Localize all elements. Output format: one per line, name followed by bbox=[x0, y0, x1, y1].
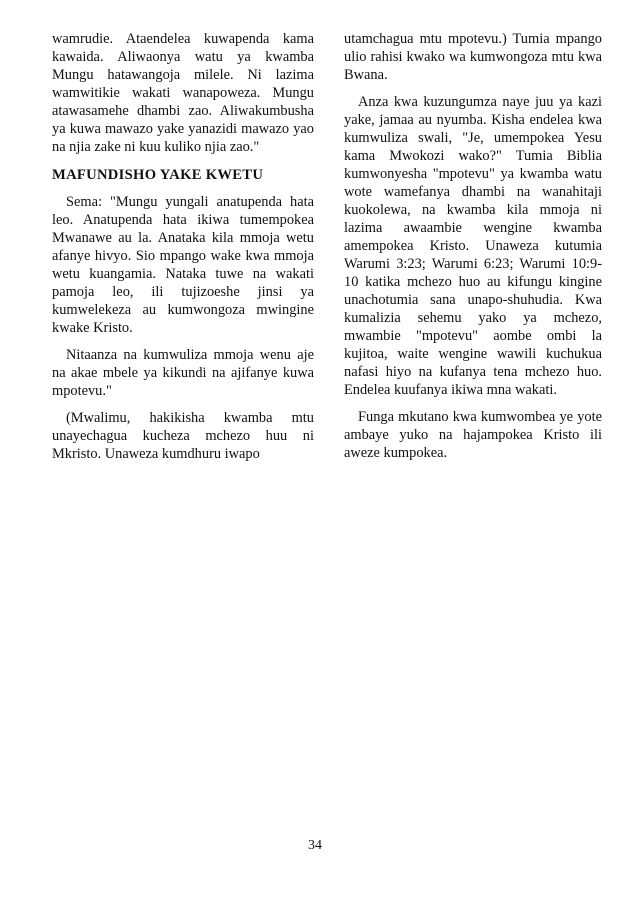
section-heading: MAFUNDISHO YAKE KWETU bbox=[52, 167, 264, 183]
right-paragraph-1: utamchagua mtu mpotevu.) Tumia mpango ulio rahisi kwako wa kumwongoza mtu kwa Bwana. bbox=[344, 31, 602, 83]
left-paragraph-1: wamrudie. Ataendelea kuwapenda kama kawaida. Aliwaonya watu ya kwamba Mungu hatawangoja milele. Ni lazima wamwitikie wakati wanapoweza. Mungu atawasamehe dhambi zao. Aliwakumbusha ya kuwa mawazo yake yanazidi mawazo yao na njia zake ni kuu kuliko njia zao." bbox=[52, 31, 314, 155]
left-column bbox=[52, 30, 314, 472]
right-paragraph-3: Funga mkutano kwa kumwombea ye yote ambaye yuko na hajampokea Kristo ili aweze kumpokea. bbox=[344, 409, 602, 461]
left-paragraph-3: Nitaanza na kumwuliza mmoja wenu aje na akae mbele ya kikundi na ajifanye kuwa mpotevu." bbox=[52, 347, 314, 399]
left-paragraph-4: (Mwalimu, hakikisha kwamba mtu unayechagua kucheza mchezo huu ni Mkristo. Unaweza kumdhuru iwapo bbox=[52, 410, 314, 462]
right-column bbox=[344, 30, 602, 471]
page-number: 34 bbox=[308, 838, 322, 853]
left-paragraph-2: Sema: "Mungu yungali anatupenda hata leo. Anatupenda hata ikiwa tumempokea Mwanawe au la. Anataka kila mmoja wetu afanye hivyo. Sio mpango wake kwa mmoja wetu kuangamia. Nataka tuwe na wakati pamoja leo, ili tujizoeshe jinsi ya kumwelekeza au kumwongoza mwingine kwake Kristo. bbox=[52, 194, 314, 336]
right-paragraph-2: Anza kwa kuzungumza naye juu ya kazi yake, jamaa au nyumba. Kisha endelea kwa kumwuliza swali, "Je, umempokea Yesu kama Mwokozi wako?" Tumia Biblia kumwonyesha "mpotevu" ya kwamba watu wote wamefanya dhambi na wanahitaji kuokolewa, na kwamba kila mmoja ni lazima awaambie wengine kwamba amempokea Kristo. Unaweza kutumia Warumi 3:23; Warumi 6:23; Warumi 10:9-10 katika mchezo huo au kifungu kingine unachotumia sana unapo-shuhudia. Kwa kumalizia sehemu yako ya mchezo, mwambie "mpotevu" aombe ombi la kujitoa, waite wengine wawili kuchukua nafasi hiyo na kufanya tena mchezo huo. Endelea kuufanya ikiwa mna wakati. bbox=[344, 94, 602, 398]
